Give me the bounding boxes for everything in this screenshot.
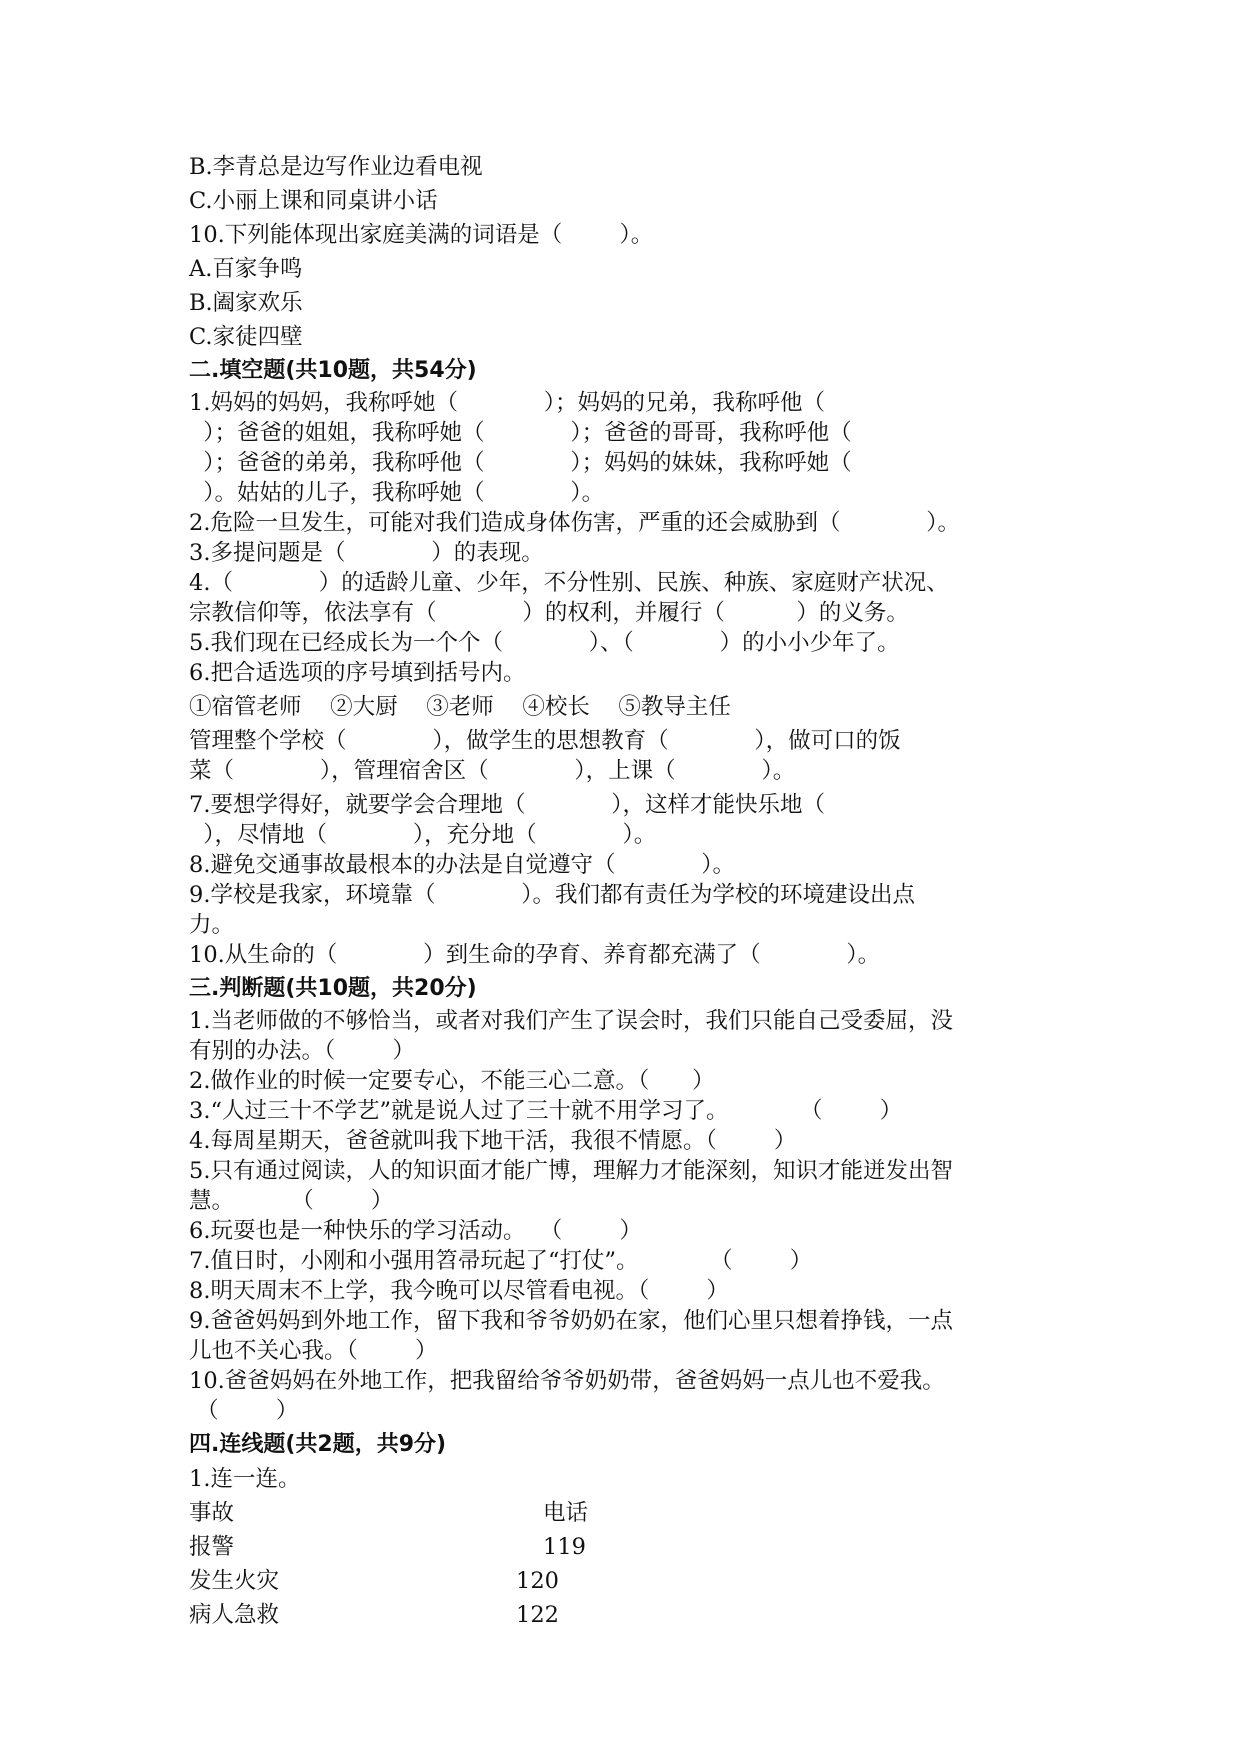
- match-right-item: 119: [543, 1534, 586, 1560]
- question-line: 有别的办法。（ ）: [189, 1038, 415, 1064]
- question-line: （ ）: [189, 1398, 299, 1424]
- section-heading-true-false: 三.判断题(共10题，共20分): [189, 976, 477, 1001]
- question-line: 菜（ ），管理宿舍区（ ），上课（ ）。: [189, 758, 796, 784]
- question-line: 宗教信仰等，依法享有（ ）的权利，并履行（ ）的义务。: [189, 600, 909, 626]
- options-line: ①宿管老师 ②大厨 ③老师 ④校长 ⑤教导主任: [189, 694, 731, 720]
- option-line: C.家徒四壁: [189, 324, 303, 350]
- question-line: 10.爸爸妈妈在外地工作，把我留给爷爷奶奶带，爸爸妈妈一点儿也不爱我。: [189, 1368, 945, 1394]
- match-left-item: 病人急救: [189, 1602, 280, 1628]
- question-line: 4.（ ）的适龄儿童、少年，不分性别、民族、种族、家庭财产状况、: [189, 570, 949, 596]
- question-line: ）；爸爸的姐姐，我称呼她（ ）；爸爸的哥哥，我称呼他（: [189, 420, 852, 446]
- question-line: 2.做作业的时候一定要专心，不能三心二意。（ ）: [189, 1068, 715, 1094]
- option-line: B.阖家欢乐: [189, 290, 303, 316]
- question-line: ），尽情地（ ），充分地（ ）。: [189, 822, 657, 848]
- question-line: 管理整个学校（ ），做学生的思想教育（ ），做可口的饭: [189, 728, 901, 754]
- question-line: 5.只有通过阅读，人的知识面才能广博，理解力才能深刻，知识才能迸发出智: [189, 1158, 953, 1184]
- match-right-item: 电话: [543, 1500, 589, 1526]
- question-line: 6.把合适选项的序号填到括号内。: [189, 660, 526, 686]
- match-right-item: 120: [516, 1568, 559, 1594]
- question-line: ）。姑姑的儿子，我称呼她（ ）。: [189, 480, 605, 506]
- question-line: 1.当老师做的不够恰当，或者对我们产生了误会时，我们只能自己受委屈，没: [189, 1008, 953, 1034]
- question-line: 1.连一连。: [189, 1466, 301, 1492]
- question-line: 慧。 （ ）: [189, 1188, 394, 1214]
- option-line: C.小丽上课和同桌讲小话: [189, 188, 438, 214]
- option-line: B.李青总是边写作业边看电视: [189, 154, 483, 180]
- question-line: 9.学校是我家，环境靠（ ）。我们都有责任为学校的环境建设出点: [189, 882, 916, 908]
- question-line: 6.玩耍也是一种快乐的学习活动。 （ ）: [189, 1218, 642, 1244]
- question-line: 儿也不关心我。（ ）: [189, 1338, 438, 1364]
- question-line: 5.我们现在已经成长为一个个（ ）、（ ）的小小少年了。: [189, 630, 900, 656]
- question-line: 3.多提问题是（ ）的表现。: [189, 540, 544, 566]
- question-line: 10.从生命的（ ）到生命的孕育、养育都充满了（ ）。: [189, 942, 881, 968]
- question-line: 8.避免交通事故最根本的办法是自觉遵守（ ）。: [189, 852, 736, 878]
- question-line: ）；爸爸的弟弟，我称呼他（ ）；妈妈的妹妹，我称呼她（: [189, 450, 852, 476]
- question-line: 3.“人过三十不学艺”就是说人过了三十就不用学习了。 （ ）: [189, 1098, 903, 1124]
- question-line: 1.妈妈的妈妈，我称呼她（ ）；妈妈的兄弟，我称呼他（: [189, 390, 826, 416]
- question-line: 2.危险一旦发生，可能对我们造成身体伤害，严重的还会威胁到（ ）。: [189, 510, 961, 536]
- option-line: A.百家争鸣: [189, 256, 303, 282]
- question-line: 力。: [189, 912, 235, 938]
- question-line: 10.下列能体现出家庭美满的词语是（ ）。: [189, 222, 654, 248]
- question-line: 7.要想学得好，就要学会合理地（ ），这样才能快乐地（: [189, 792, 826, 818]
- section-heading-matching: 四.连线题(共2题，共9分): [189, 1432, 447, 1457]
- question-line: 8.明天周末不上学，我今晚可以尽管看电视。（ ）: [189, 1278, 729, 1304]
- section-heading-fill-in: 二.填空题(共10题，共54分): [189, 358, 477, 383]
- question-line: 9.爸爸妈妈到外地工作，留下我和爷爷奶奶在家，他们心里只想着挣钱，一点: [189, 1308, 953, 1334]
- match-left-item: 报警: [189, 1534, 235, 1560]
- match-right-item: 122: [516, 1602, 559, 1628]
- match-left-item: 发生火灾: [189, 1568, 280, 1594]
- question-line: 7.值日时，小刚和小强用笤帚玩起了“打仗”。 （ ）: [189, 1248, 813, 1274]
- match-left-item: 事故: [189, 1500, 235, 1526]
- question-line: 4.每周星期天，爸爸就叫我下地干活，我很不情愿。（ ）: [189, 1128, 797, 1154]
